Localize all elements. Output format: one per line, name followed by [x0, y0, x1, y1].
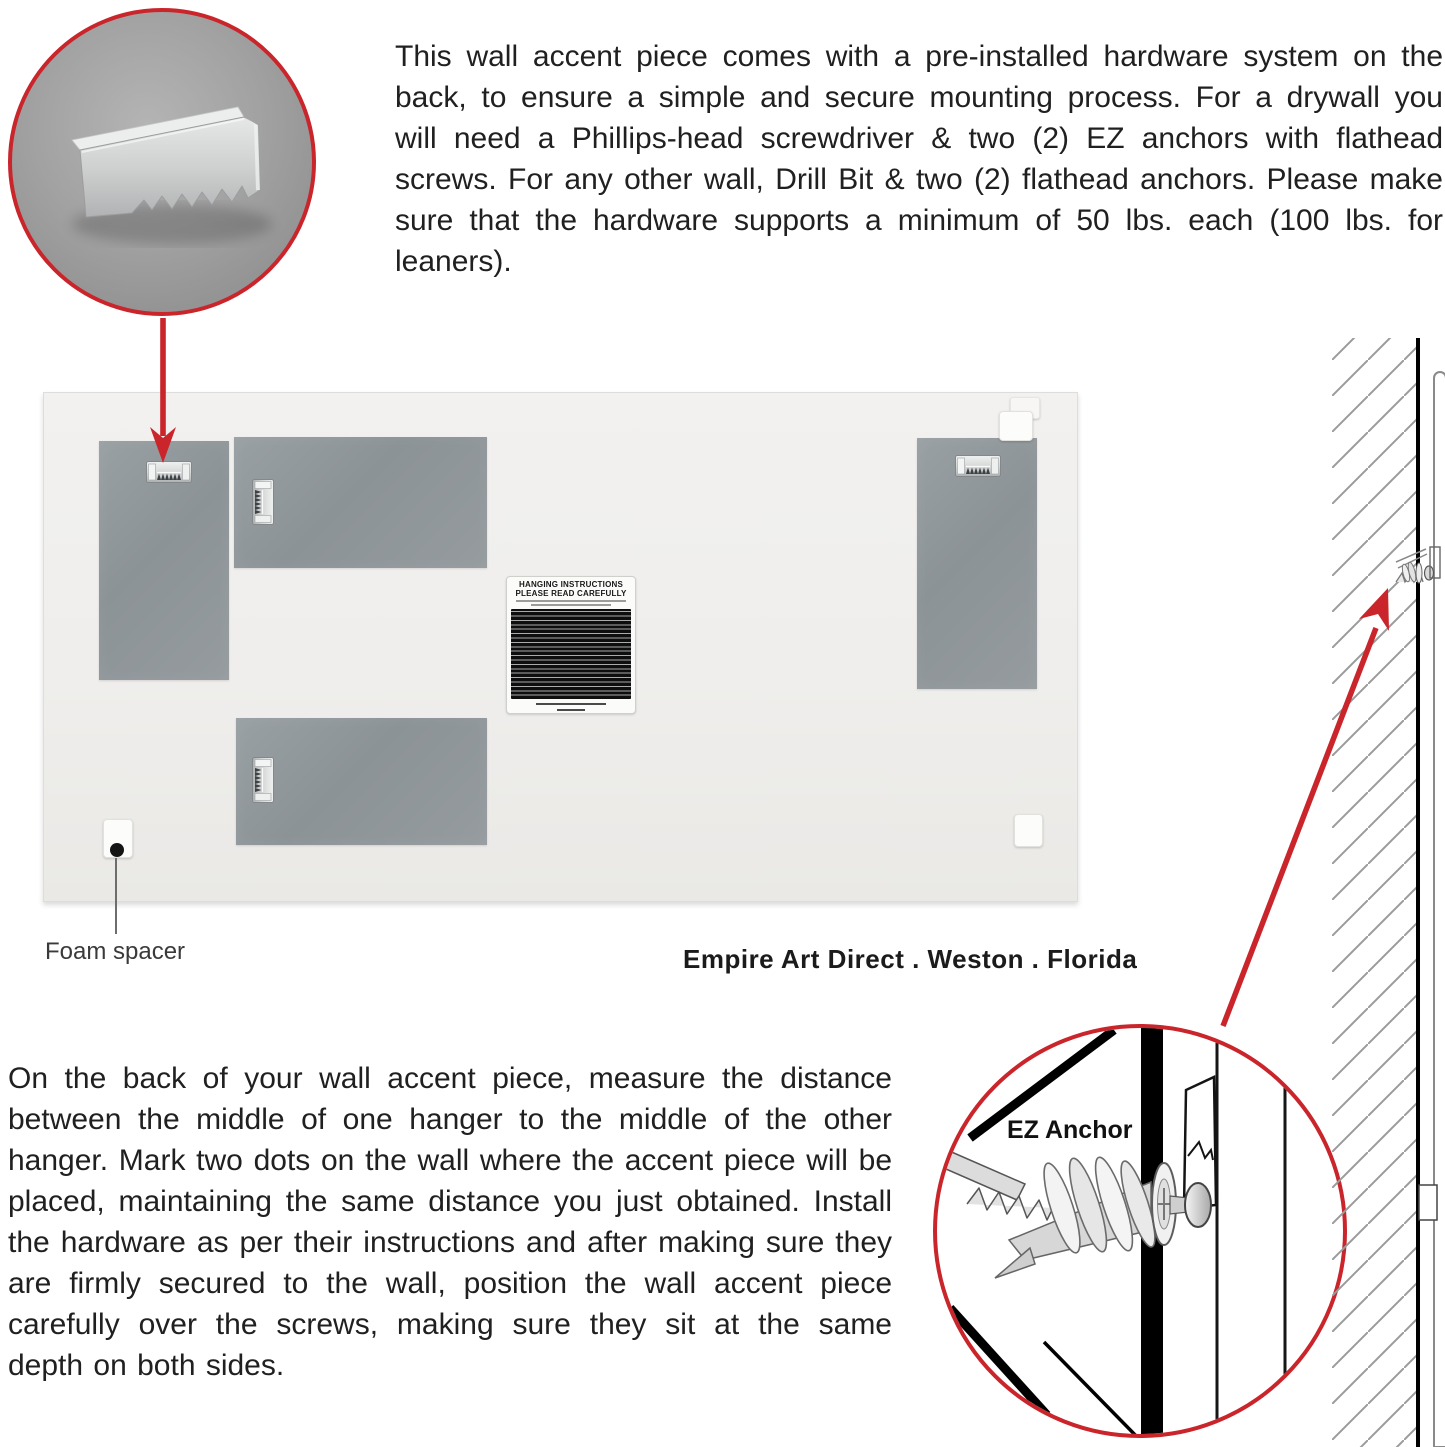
red-arrow-to-wall-icon [1223, 588, 1389, 1026]
foam-spacer-callout-dot [110, 843, 124, 857]
sawtooth-hanger-photo-icon [12, 12, 312, 312]
label-subtext-line [516, 600, 626, 602]
foam-spacer-caption: Foam spacer [45, 938, 186, 965]
mounting-plate-bottom-middle [236, 718, 487, 845]
brand-caption: Empire Art Direct . Weston . Florida [683, 944, 1138, 974]
sawtooth-hanger-closeup-circle [8, 8, 316, 316]
label-fine-print-block [511, 609, 631, 699]
foam-spacer-bottom-right [1014, 814, 1043, 847]
foam-spacer-top-right [999, 411, 1033, 441]
mounting-plate-left [99, 441, 229, 680]
label-footer-line [557, 709, 586, 711]
foam-spacer-callout-line [115, 858, 117, 934]
mounting-plate-right [917, 438, 1037, 689]
mounting-instructions-paragraph: On the back of your wall accent piece, measure the distance between the middle of one hanger to the middle of the other hanger. Mark two dots on the wall where the accent piece will be placed, maintaining the same distance you just obtained. Install the hardware as per their instructions and after making sure they are firmly secured to the wall, position the wall accent piece carefully over the screws, making sure they sit at the same depth on both sides. [8, 1062, 892, 1382]
mounting-plate-top-middle [234, 437, 487, 568]
accent-piece-back-panel [43, 392, 1078, 902]
intro-paragraph: This wall accent piece comes with a pre-installed hardware system on the back, to ensure a simple and secure mounting process. For a drywall you will need a Phillips-head screwdriver & two (2) EZ anchors with flathead screws. For any other wall, Drill Bit & two (2) flathead anchors. Please make sure that the hardware supports a minimum of 50 lbs. each (100 lbs. for leaners). [395, 40, 1443, 278]
label-subtext-line [531, 604, 610, 606]
wall-anchor-icon [1396, 547, 1440, 583]
wall-cross-section-icon [1332, 338, 1445, 1447]
label-footer-line [536, 703, 606, 705]
ez-anchor-closeup-circle [933, 1024, 1347, 1438]
hanging-instructions-label [506, 576, 636, 714]
label-title-line2: PLEASE READ CAREFULLY [515, 589, 627, 598]
ez-anchor-caption: EZ Anchor [1007, 1116, 1133, 1144]
ez-anchor-diagram-icon [937, 1028, 1343, 1434]
label-title-line1: HANGING INSTRUCTIONS [519, 580, 623, 589]
